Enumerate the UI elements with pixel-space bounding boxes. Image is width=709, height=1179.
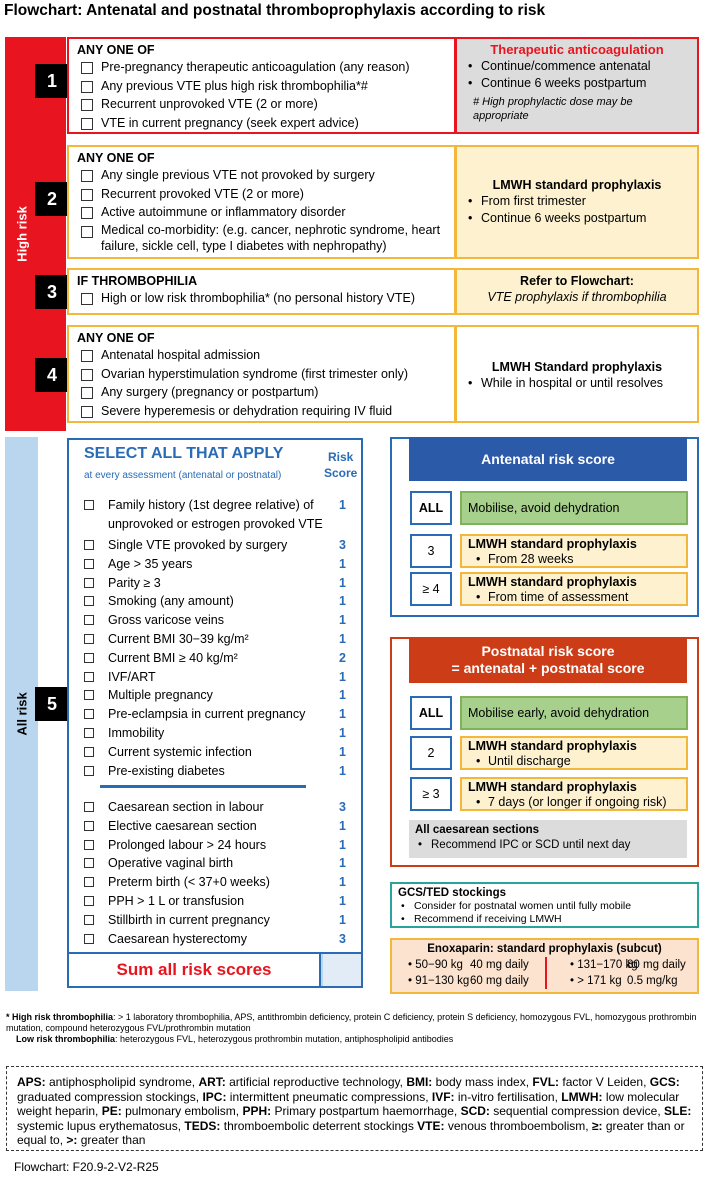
row3-heading: IF THROMBOPHILIA	[77, 274, 198, 288]
risk-factor-checkbox[interactable]	[84, 896, 94, 906]
row2-action-item: • Continue 6 weeks postpartum	[465, 210, 689, 227]
abbreviation-term: TEDS:	[184, 1118, 221, 1133]
abbreviation-definition: systemic lupus erythematosus,	[17, 1118, 185, 1133]
risk-factor-checkbox[interactable]	[84, 747, 94, 757]
risk-factor-checkbox[interactable]	[84, 615, 94, 625]
sum-total-field[interactable]	[323, 954, 361, 986]
abbreviation-term: GCS:	[649, 1075, 680, 1089]
risk-factor-checkbox[interactable]	[84, 802, 94, 812]
score-key: ≥ 3	[410, 777, 452, 811]
score-action: LMWH standard prophylaxis • Until discharge	[460, 736, 688, 770]
risk-score-value: 1	[339, 818, 346, 833]
row1-action-title: Therapeutic anticoagulation	[490, 42, 664, 57]
enoxaparin-cell: • 131−170 kg	[570, 959, 638, 971]
abbreviations-box	[6, 1066, 703, 1151]
risk-score-value: 1	[339, 688, 346, 703]
row4-criteria	[67, 325, 456, 423]
risk-factor-checkbox[interactable]	[84, 709, 94, 719]
risk-factor-label: Preterm birth (< 37+0 weeks)	[108, 875, 270, 890]
row3-action	[455, 268, 699, 315]
row4-item[interactable]: Antenatal hospital admission	[77, 346, 446, 365]
score-action: LMWH standard prophylaxis • From 28 weeks	[460, 534, 688, 568]
row4-item[interactable]: Ovarian hyperstimulation syndrome (first trimester only)	[77, 365, 446, 384]
risk-factor-checkbox[interactable]	[84, 728, 94, 738]
row2-item[interactable]: Any single previous VTE not provoked by surgery	[77, 166, 446, 185]
abbreviation-term: IPC:	[202, 1089, 227, 1104]
step-number-3: 3	[35, 275, 69, 309]
postnatal-risk-title: Postnatal risk score = antenatal + postnatal score	[409, 637, 687, 683]
score-action-item: Until discharge	[488, 754, 571, 768]
row1-action-item: • Continue 6 weeks postpartum	[465, 75, 689, 92]
abbreviation-term: SLE:	[664, 1104, 692, 1118]
risk-factor-label: PPH > 1 L or transfusion	[108, 894, 245, 908]
row1-item[interactable]: Any previous VTE plus high risk thrombophilia*#	[77, 77, 446, 96]
score-action-title: LMWH standard prophylaxis	[468, 739, 637, 753]
risk-factor-label: Current systemic infection	[108, 744, 252, 759]
abbreviation-term: PE:	[101, 1104, 122, 1118]
risk-factor-label: Immobility	[108, 726, 165, 740]
score-action-title: LMWH standard prophylaxis	[468, 575, 637, 589]
abbreviation-definition: artificial reproductive technology,	[225, 1075, 407, 1089]
score-key: ALL	[410, 696, 452, 730]
risk-factor-label: Multiple pregnancy	[108, 688, 213, 703]
abbreviation-definition: pulmonary embolism,	[121, 1104, 243, 1118]
risk-factor-label: Family history (1st degree relative) of	[108, 498, 314, 512]
risk-score-value: 1	[339, 744, 346, 759]
enoxaparin-cell: 0.5 mg/kg	[627, 975, 678, 987]
risk-factor-checkbox[interactable]	[84, 559, 94, 569]
risk-score-value: 1	[339, 594, 346, 609]
abbreviation-term: ART:	[198, 1075, 226, 1089]
abbreviation-definition: Primary postpartum haemorrhage,	[271, 1104, 461, 1118]
caesarean-title: All caesarean sections	[415, 824, 540, 836]
risk-score-value: 3	[339, 931, 346, 946]
risk-factor-checkbox[interactable]	[84, 634, 94, 644]
gcs-box	[390, 882, 699, 928]
risk-factor-checkbox[interactable]	[84, 500, 94, 510]
step-number-5: 5	[35, 687, 69, 721]
risk-score-value: 1	[339, 894, 346, 908]
enoxaparin-cell: 80 mg daily	[627, 959, 686, 971]
risk-factor-label: Gross varicose veins	[108, 613, 225, 628]
caesarean-box	[409, 820, 687, 858]
row2-criteria	[67, 145, 456, 259]
abbreviation-definition: antiphospholipid syndrome,	[45, 1075, 199, 1089]
abbreviation-term: BMI:	[406, 1075, 433, 1089]
row1-action	[455, 37, 699, 134]
row2-item[interactable]: Medical co-morbidity: (e.g. cancer, nephrotic syndrome, heart failure, sickle cell, type I diabetes with nephropathy)	[77, 222, 446, 254]
abbreviation-term: FVL:	[532, 1075, 560, 1089]
row3-criteria	[67, 268, 456, 315]
risk-score-value: 1	[339, 837, 346, 852]
row3-action-link[interactable]: VTE prophylaxis if thrombophilia	[487, 290, 667, 304]
row1-list	[77, 58, 446, 132]
row2-heading: ANY ONE OF	[77, 151, 155, 165]
abbreviation-definition: body mass index,	[432, 1075, 533, 1089]
risk-factor-checkbox[interactable]	[84, 596, 94, 606]
risk-factor-checkbox[interactable]	[84, 690, 94, 700]
enoxaparin-title: Enoxaparin: standard prophylaxis (subcut)	[427, 943, 662, 955]
score-key: 2	[410, 736, 452, 770]
score-action-title: Mobilise, avoid dehydration	[468, 500, 620, 515]
risk-factor-label: Parity ≥ 3	[108, 575, 161, 590]
risk-factor-checkbox[interactable]	[84, 766, 94, 776]
abbreviation-definition: sequential compression device,	[489, 1104, 664, 1118]
row1-heading: ANY ONE OF	[77, 43, 155, 57]
score-action: LMWH standard prophylaxis • From time of assessment	[460, 572, 688, 606]
score-action-item: From time of assessment	[488, 590, 629, 604]
abbreviation-term: >:	[66, 1133, 78, 1147]
risk-factor-label: Current BMI ≥ 40 kg/m²	[108, 650, 238, 665]
enoxaparin-divider	[545, 957, 547, 989]
score-action	[460, 491, 688, 525]
risk-score-value: 1	[339, 912, 346, 927]
row4-item[interactable]: Severe hyperemesis or dehydration requiring IV fluid	[77, 402, 446, 421]
enoxaparin-cell: 60 mg daily	[470, 975, 529, 987]
risk-score-value: 1	[339, 556, 346, 571]
high-risk-label: High risk	[14, 206, 29, 262]
risk-factor-label: Elective caesarean section	[108, 818, 257, 833]
row1-action-item: • Continue/commence antenatal	[465, 58, 689, 75]
score-action-item: From 28 weeks	[488, 552, 574, 566]
risk-score-value: 1	[339, 669, 346, 684]
select-all-subheading: at every assessment (antenatal or postnatal)	[84, 470, 282, 481]
risk-factor-checkbox[interactable]	[84, 540, 94, 550]
row1-item[interactable]: VTE in current pregnancy (seek expert advice)	[77, 114, 446, 133]
score-action-title: LMWH standard prophylaxis	[468, 537, 637, 551]
divider	[100, 785, 306, 788]
row2-action-title: LMWH standard prophylaxis	[492, 178, 662, 192]
score-action-item: 7 days (or longer if ongoing risk)	[488, 795, 667, 809]
row3-action-title: Refer to Flowchart:	[520, 274, 634, 288]
row2-action-item: • From first trimester	[465, 193, 689, 210]
enoxaparin-cell: • 50−90 kg	[408, 959, 463, 971]
risk-factor-label: Pre-eclampsia in current pregnancy	[108, 707, 306, 722]
step-number-2: 2	[35, 182, 69, 216]
row4-heading: ANY ONE OF	[77, 331, 155, 345]
risk-factor-checkbox[interactable]	[84, 840, 94, 850]
abbreviation-definition: greater than or equal to,	[17, 1118, 685, 1147]
risk-factor-label-cont: unprovoked or estrogen provoked VTE	[108, 516, 323, 531]
abbreviation-term: APS:	[17, 1075, 46, 1089]
row2-item[interactable]: Active autoimmune or inflammatory disorder	[77, 203, 446, 222]
risk-factor-checkbox[interactable]	[84, 653, 94, 663]
abbreviation-term: SCD:	[460, 1104, 490, 1118]
risk-factor-checkbox[interactable]	[84, 821, 94, 831]
antenatal-risk-title: Antenatal risk score	[409, 437, 687, 481]
risk-factor-label: Caesarean hysterectomy	[108, 931, 247, 946]
sum-all-risk-scores: Sum all risk scores	[69, 954, 321, 986]
risk-factor-label: Caesarean section in labour	[108, 800, 264, 814]
abbreviation-definition: factor V Leiden,	[559, 1075, 650, 1089]
row4-action-title: LMWH Standard prophylaxis	[491, 360, 663, 374]
score-action: LMWH standard prophylaxis • 7 days (or longer if ongoing risk)	[460, 777, 688, 811]
risk-score-value: 3	[339, 800, 346, 814]
risk-factor-checkbox[interactable]	[84, 915, 94, 925]
abbreviation-term: LMWH:	[561, 1089, 603, 1104]
score-key: ALL	[410, 491, 452, 525]
risk-factor-checkbox[interactable]	[84, 877, 94, 887]
risk-factor-label: Pre-existing diabetes	[108, 763, 225, 778]
risk-factor-label: Smoking (any amount)	[108, 594, 234, 609]
risk-factor-label: Prolonged labour > 24 hours	[108, 837, 267, 852]
row4-action	[455, 325, 699, 423]
risk-factor-checkbox[interactable]	[84, 934, 94, 944]
select-all-heading: SELECT ALL THAT APPLY	[84, 445, 284, 462]
risk-score-value: 1	[339, 726, 346, 740]
risk-factor-label: Stillbirth in current pregnancy	[108, 912, 270, 927]
score-key: ≥ 4	[410, 572, 452, 606]
risk-score-value: 1	[339, 763, 346, 778]
enoxaparin-cell: • > 171 kg	[570, 975, 622, 987]
high-risk-sidebar	[5, 37, 38, 431]
risk-factor-label: Current BMI 30−39 kg/m²	[108, 632, 249, 646]
row2-item[interactable]: Recurrent provoked VTE (2 or more)	[77, 185, 446, 204]
abbreviation-term: IVF:	[431, 1089, 455, 1104]
row1-action-note: # High prophylactic dose may be appropriate	[473, 96, 633, 122]
abbreviation-definition: low molecular weight heparin,	[17, 1089, 680, 1118]
abbreviation-definition: greater than	[77, 1133, 146, 1147]
row4-item[interactable]: Any surgery (pregnancy or postpartum)	[77, 383, 446, 402]
risk-score-header: Risk Score	[324, 450, 358, 480]
risk-score-value: 3	[339, 538, 346, 552]
all-risk-label: All risk	[14, 692, 29, 736]
risk-score-value: 1	[339, 856, 346, 871]
score-action	[460, 696, 688, 730]
risk-factor-label: Single VTE provoked by surgery	[108, 538, 288, 552]
score-action-title: Mobilise early, avoid dehydration	[468, 705, 650, 720]
risk-score-value: 1	[339, 575, 346, 590]
abbreviation-term: ≥:	[591, 1118, 603, 1133]
risk-score-value: 1	[339, 875, 346, 890]
row2-action	[455, 145, 699, 259]
row1-item[interactable]: Recurrent unprovoked VTE (2 or more)	[77, 95, 446, 114]
enoxaparin-cell: 40 mg daily	[470, 959, 529, 971]
risk-factor-label: Age > 35 years	[108, 556, 193, 571]
all-risk-sidebar	[5, 437, 38, 991]
flowchart-code: Flowchart: F20.9-2-V2-R25	[14, 1160, 159, 1174]
risk-factor-checkbox[interactable]	[84, 858, 94, 868]
risk-factor-checkbox[interactable]	[84, 578, 94, 588]
abbreviation-definition: venous thromboembolism,	[444, 1118, 592, 1133]
gcs-item: • Consider for postnatal women until fully mobile	[398, 900, 691, 913]
abbreviation-definition: intermittent pneumatic compressions,	[226, 1089, 432, 1104]
step-number-4: 4	[35, 358, 69, 392]
row4-action-item: • While in hospital or until resolves	[465, 375, 689, 392]
risk-factor-label: IVF/ART	[108, 669, 156, 684]
abbreviation-term: PPH:	[242, 1104, 272, 1118]
abbreviation-definition: in-vitro fertilisation,	[454, 1089, 562, 1104]
gcs-title: GCS/TED stockings	[398, 887, 506, 899]
abbreviation-definition: graduated compression stockings,	[17, 1089, 203, 1104]
risk-score-value: 1	[339, 613, 346, 628]
risk-score-value: 1	[339, 707, 346, 722]
enoxaparin-cell: • 91−130 kg	[408, 975, 470, 987]
step-number-1: 1	[35, 64, 69, 98]
abbreviation-definition: thromboembolic deterrent stockings	[220, 1118, 418, 1133]
risk-factor-label: Operative vaginal birth	[108, 856, 234, 871]
gcs-item: • Recommend if receiving LMWH	[398, 913, 691, 926]
risk-score-value: 1	[339, 498, 346, 512]
risk-score-value: 2	[339, 650, 346, 665]
footnote: * High risk thrombophilia: > 1 laboratory thrombophilia, APS, antithrombin deficiency, protein C deficiency, protein S deficiency, homozygous FVL, homozygous prothrombin mutation, compound heterozygous FVL/prothrombin mutation Low risk thrombophilia: heterozygous FVL, heterozygous prothrombin mutation, antiphospholipid antibodies	[6, 1012, 697, 1044]
row3-item[interactable]: High or low risk thrombophilia* (no personal history VTE)	[77, 289, 446, 308]
row1-criteria	[67, 37, 456, 134]
page-title: Flowchart: Antenatal and postnatal thromboprophylaxis according to risk	[4, 2, 546, 19]
abbreviation-term: VTE:	[417, 1118, 445, 1133]
caesarean-item: • Recommend IPC or SCD until next day	[415, 838, 681, 853]
risk-score-value: 1	[339, 632, 346, 646]
score-action-title: LMWH standard prophylaxis	[468, 780, 637, 794]
row1-item[interactable]: Pre-pregnancy therapeutic anticoagulation (any reason)	[77, 58, 446, 77]
risk-factor-checkbox[interactable]	[84, 672, 94, 682]
score-key: 3	[410, 534, 452, 568]
